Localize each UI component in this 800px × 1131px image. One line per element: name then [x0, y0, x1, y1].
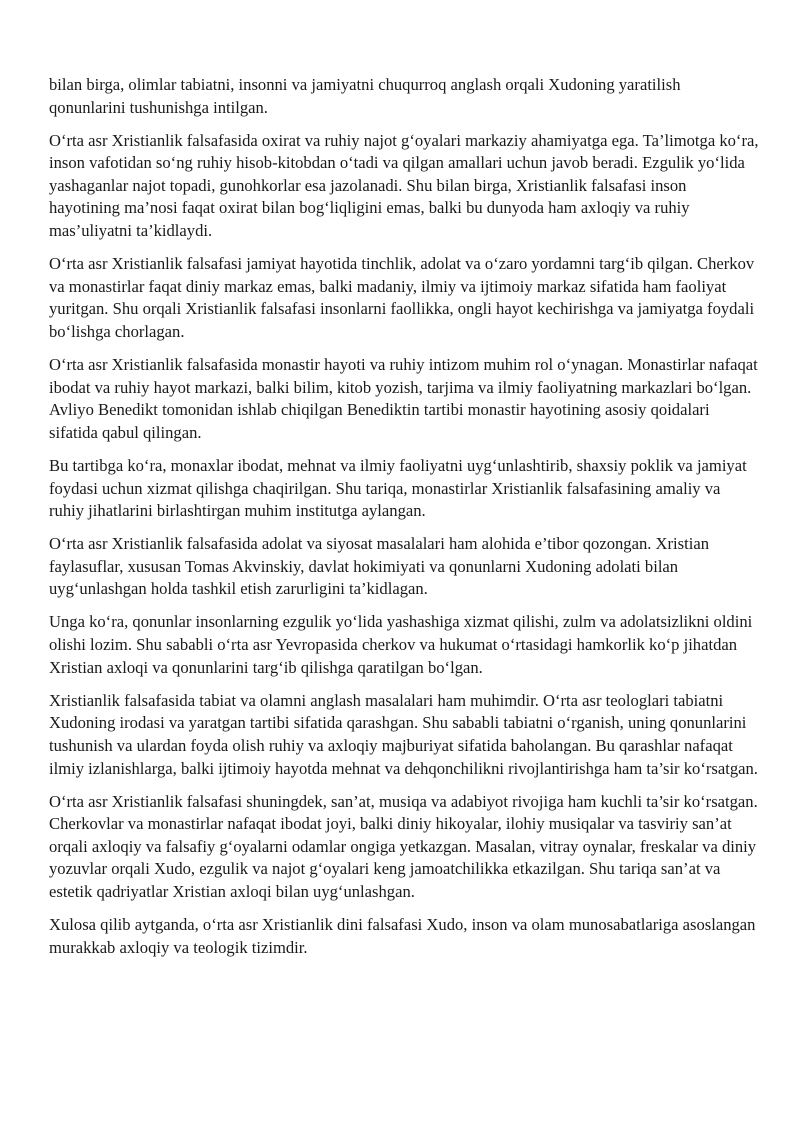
paragraph-afterlife-salvation: O‘rta asr Xristianlik falsafasida oxirat va ruhiy najot g‘oyalari markaziy ahamiyatga ega. Ta’limotga ko‘ra, inson vafotidan so‘ng ruhiy hisob-kitobdan o‘tadi va qilgan amallari uchun javob beradi. Ezgulik yo‘lida yashaganlar najot topadi, gunohkorlar esa jazolanadi. Shu bilan birga, Xristianlik falsafasi inson hayotining ma’nosi faqat oxirat bilan bog‘liqligini emas, balki bu dunyoda ham axloqiy va ruhiy mas’uliyatni ta’kidlaydi. — [49, 130, 759, 241]
paragraph-art-music: O‘rta asr Xristianlik falsafasi shuningdek, san’at, musiqa va adabiyot rivojiga ham kuchli ta’sir ko‘rsatgan. Cherkovlar va monastirlar nafaqat ibodat joyi, balki diniy hikoyalar, ilohiy musiqalar va tasviriy san’at orqali axloqiy va falsafiy g‘oyalarni odamlar ongiga yetkazgan. Masalan, vitray oynalar, freskalar va diniy yozuvlar orqali Xudo, ezgulik va najot g‘oyalari keng jamoatchilikka etkazilgan. Shu tariqa san’at va estetik qadriyatlar Xristian axloqi bilan uyg‘unlashgan. — [49, 791, 758, 901]
paragraph-nature: Xristianlik falsafasida tabiat va olamni anglash masalalari ham muhimdir. O‘rta asr teologlari tabiatni Xudoning irodasi va yaratgan tartibi sifatida qarashgan. Shu sababli tabiatni o‘rganish, uning qonunlarini tushunish va ulardan foyda olish ruhiy va axloqiy majburiyat sifatida baholangan. Bu qarashlar nafaqat ilmiy izlanishlarga, balki ijtimoiy hayotda mehnat va dehqonchilikni rivojlantirishga ham ta’sir ko‘rsatgan. — [49, 690, 758, 778]
paragraph-laws: Unga ko‘ra, qonunlar insonlarning ezgulik yo‘lida yashashiga xizmat qilishi, zulm va adolatsizlikni oldini olishi lozim. Shu sababli o‘rta asr Yevropasida cherkov va hukumat o‘rtasidagi hamkorlik ko‘p jihatdan Xristian axloqi va qonunlarini targ‘ib qilishga qaratilgan bo‘lgan. — [49, 612, 753, 677]
paragraph-monastic-life: O‘rta asr Xristianlik falsafasida monastir hayoti va ruhiy intizom muhim rol o‘ynagan. Monastirlar nafaqat ibodat va ruhiy hayot markazi, balki bilim, kitob yozish, tarjima va ilmiy faoliyatning markazlari bo‘lgan. Avliyo Benedikt tomonidan ishlab chiqilgan Benediktin tartibi monastir hayotining asosiy qoidalari sifatida qabul qilingan. — [49, 355, 758, 442]
document-page — [49, 74, 759, 970]
paragraph-society-justice: O‘rta asr Xristianlik falsafasi jamiyat hayotida tinchlik, adolat va o‘zaro yordamni targ‘ib qilgan. Cherkov va monastirlar faqat diniy markaz emas, balki madaniy, ilmiy va ijtimoiy markaz sifatida ham faoliyat yuritgan. Shu orqali Xristianlik falsafasi insonlarni faollikka, ongli hayot kechirishga va jamiyatga foydali bo‘lishga chorlagan. — [49, 254, 755, 341]
paragraph-benedictine-order: Bu tartibga ko‘ra, monaxlar ibodat, mehnat va ilmiy faoliyatni uyg‘unlashtirib, shaxsiy poklik va jamiyat foydasi uchun xizmat qilishga chaqirilgan. Shu tariqa, monastirlar Xristianlik falsafasining amaliy va ruhiy jihatlarini birlashtirgan muhim institutga aylangan. — [49, 455, 747, 521]
paragraph-justice-politics: O‘rta asr Xristianlik falsafasida adolat va siyosat masalalari ham alohida e’tibor qozongan. Xristian faylasuflar, xususan Tomas Akvinskiy, davlat hokimiyati va qonunlarni Xudoning adolati bilan uyg‘unlashgan holda tashkil etish zarurligini ta’kidlagan. — [49, 534, 710, 599]
paragraph-continuation: bilan birga, olimlar tabiatni, insonni va jamiyatni chuqurroq anglash orqali Xudoning yaratilish qonunlarini tushunishga intilgan. — [49, 75, 681, 117]
paragraph-conclusion: Xulosa qilib aytganda, o‘rta asr Xristianlik dini falsafasi Xudo, inson va olam munosabatlariga asoslangan murakkab axloqiy va teologik tizimdir. — [49, 915, 756, 957]
